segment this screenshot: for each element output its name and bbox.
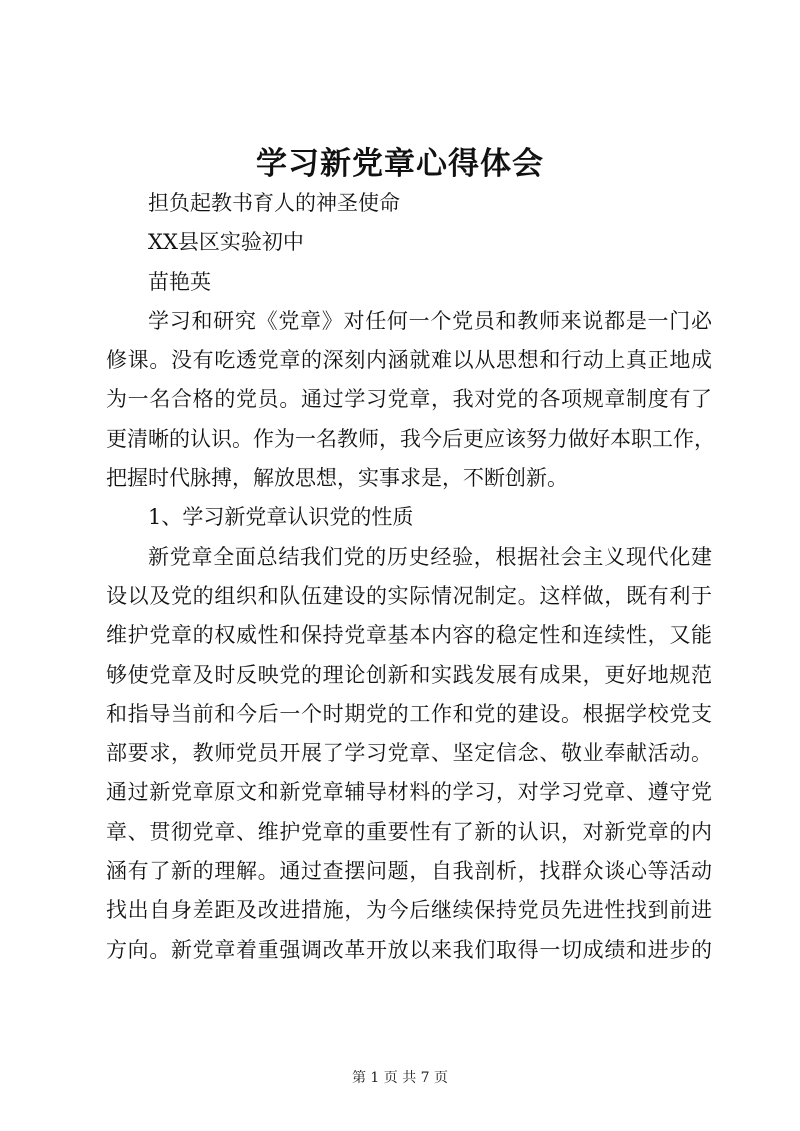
school-name: XX县区实验初中 — [148, 230, 304, 255]
paragraph-line: 把握时代脉搏，解放思想，实事求是，不断创新。 — [106, 466, 568, 491]
paragraph-line: 通过新党章原文和新党章辅导材料的学习，对学习党章、遵守党 — [106, 780, 712, 805]
paragraph-line: 更清晰的认识。作为一名教师，我今后更应该努力做好本职工作， — [106, 426, 715, 451]
paragraph-line: 学习和研究《党章》对任何一个党员和教师来说都是一门必 — [148, 308, 712, 333]
paragraph-line: 够使党章及时反映党的理论创新和实践发展有成果，更好地规范 — [106, 662, 712, 687]
section-heading: 1、学习新党章认识党的性质 — [148, 505, 414, 530]
author-name: 苗艳英 — [148, 269, 211, 294]
paragraph-line: 设以及党的组织和队伍建设的实际情况制定。这样做，既有利于 — [106, 583, 712, 608]
paragraph-line: 部要求，教师党员开展了学习党章、坚定信念、敬业奉献活动。 — [106, 741, 712, 766]
paragraph-section1 — [106, 538, 712, 970]
subtitle: 担负起教书育人的神圣使命 — [148, 191, 400, 215]
paragraph-line: 新党章全面总结我们党的历史经验，根据社会主义现代化建 — [148, 544, 712, 569]
document-body — [106, 184, 715, 970]
paragraph-line: 方向。新党章着重强调改革开放以来我们取得一切成绩和进步的 — [106, 937, 712, 962]
paragraph-line: 为一名合格的党员。通过学习党章，我对党的各项规章制度有了 — [106, 387, 712, 412]
paragraph-line: 章、贯彻党章、维护党章的重要性有了新的认识，对新党章的内 — [106, 819, 712, 844]
page-number-footer: 第 1 页 共 7 页 — [351, 1070, 449, 1086]
paragraph-intro — [106, 302, 715, 498]
page-title: 学习新党章心得体会 — [256, 146, 544, 182]
paragraph-line: 涵有了新的理解。通过查摆问题，自我剖析，找群众谈心等活动 — [106, 859, 712, 884]
paragraph-line: 维护党章的权威性和保持党章基本内容的稳定性和连续性，又能 — [106, 623, 712, 648]
paragraph-line: 修课。没有吃透党章的深刻内涵就难以从思想和行动上真正地成 — [106, 348, 712, 373]
paragraph-line: 找出自身差距及改进措施，为今后继续保持党员先进性找到前进 — [106, 898, 712, 923]
paragraph-line: 和指导当前和今后一个时期党的工作和党的建设。根据学校党支 — [106, 701, 712, 726]
